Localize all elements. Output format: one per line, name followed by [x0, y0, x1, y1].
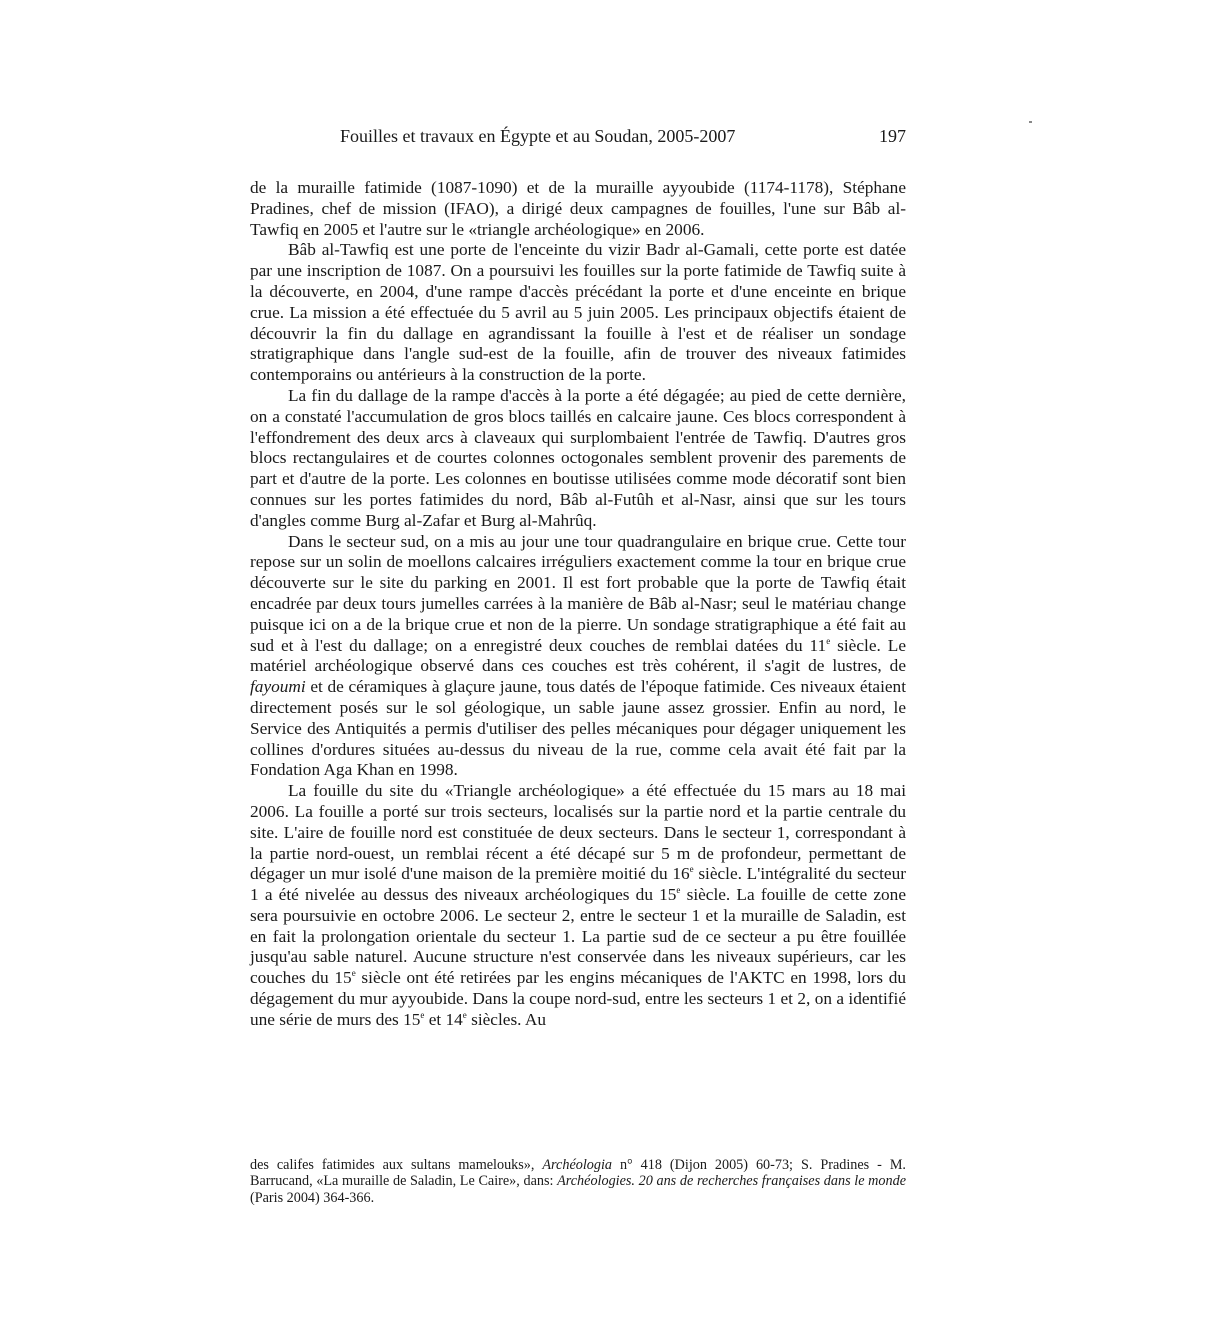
footnote-part: des califes fatimides aux sultans mamelouks», [250, 1157, 543, 1173]
body-text [250, 178, 906, 1031]
footnote-italic: Archéologia [542, 1157, 612, 1173]
paragraph-5 [250, 781, 906, 1031]
paragraph-3: La fin du dallage de la rampe d'accès à la porte a été dégagée; au pied de cette dernière, on a constaté l'accumulation de gros blocs taillés en calcaire jaune. Ces blocs correspondent à l'effondrement des deux arcs à claveaux qui surplombaient l'entrée de Tawfiq. D'autres gros blocs rectangulaires et de courtes colonnes octogonales semblent provenir des parements de part et d'autre de la porte. Les colonnes en boutisse utilisées comme mode décoratif sont bien connues sur les portes fatimides du nord, Bâb al-Futûh et al-Nasr, ainsi que sur les tours d'angles comme Burg al-Zafar et Burg al-Mahrûq. [250, 385, 906, 530]
paragraph-5-text: siècle ont été retirées par les engins mécaniques de l'AKTC en 1998, lors du dégagement du mur ayyoubide. Dans la coupe nord-sud, entre les secteurs 1 et 2, on a identifié une série de murs des 15 [250, 968, 906, 1029]
paragraph-4-text: siècle. Le matériel archéologique observé dans ces couches est très cohérent, il s'agit de lustres, de [250, 635, 906, 676]
footnote-italic: Archéologies. 20 ans de recherches françaises dans le monde [557, 1173, 906, 1190]
paragraph-5-text: et 14 [424, 1009, 463, 1029]
scan-speck [1029, 121, 1032, 123]
superscript: e [462, 1010, 467, 1021]
paragraph-2: Bâb al-Tawfiq est une porte de l'enceinte du vizir Badr al-Gamali, cette porte est datée par une inscription de 1087. On a poursuivi les fouilles sur la porte fatimide de Tawfiq suite à la découverte, en 2004, d'une rampe d'accès précédant la porte et d'une enceinte en brique crue. La mission a été effectuée du 5 avril au 5 juin 2005. Les principaux objectifs étaient de découvrir la fin du dallage en agrandissant la fouille à l'est et de réaliser un sondage stratigraphique dans l'angle sud-est de la fouille, afin de trouver des niveaux fatimides contemporains ou antérieurs à la construction de la porte. [250, 240, 906, 385]
paragraph-5-text: siècle. L'intégralité du secteur 1 a été nivelée au dessus des niveaux archéologiques du 15 [250, 864, 906, 905]
paragraph-5-text: siècle. La fouille de cette zone sera poursuivie en octobre 2006. Le secteur 2, entre le secteur 1 et la muraille de Saladin, est en fait la prolongation orientale du secteur 1. La partie sud de ce secteur a pu être fouillée jusqu'au sable naturel. Aucune structure n'est conservée dans les niveaux supérieurs, car les couches du 15 [250, 885, 906, 988]
superscript: e [826, 635, 831, 646]
footnote-part: (Paris 2004) 364-366. [250, 1189, 375, 1206]
page-header [250, 126, 906, 150]
italic-term: fayoumi [250, 677, 306, 697]
paragraph-1: de la muraille fatimide (1087-1090) et de la muraille ayyoubide (1174-1178), Stéphane Pradines, chef de mission (IFAO), a dirigé deux campagnes de fouilles, l'une sur Bâb al-Tawfiq en 2005 et l'autre sur le «triangle archéologique» en 2006. [250, 178, 906, 239]
superscript: e [676, 885, 681, 896]
paragraph-4-text: et de céramiques à glaçure jaune, tous datés de l'époque fatimide. Ces niveaux étaient directement posés sur le sol géologique, un sable jaune assez grossier. Enfin au nord, le Service des Antiquités a permis d'utiliser des pelles mécaniques pour dégager uniquement les collines d'ordures situées au-dessus du niveau de la rue, comme cela avait été fait par la Fondation Aga Khan en 1998. [250, 677, 906, 780]
footnote-part: n° 418 (Dijon 2005) 60-73; S. Pradines - M. Barrucand, «La muraille de Saladin, Le Caire», dans: [250, 1157, 906, 1190]
paragraph-4 [250, 532, 906, 782]
page-number: 197 [879, 126, 906, 146]
superscript: e [351, 968, 356, 979]
superscript: e [420, 1010, 425, 1021]
paragraph-5-text: siècles. Au [466, 1009, 546, 1029]
paragraph-4-text: Dans le secteur sud, on a mis au jour une tour quadrangulaire en brique crue. Cette tour repose sur un solin de moellons calcaires irréguliers exactement comme la tour en brique crue découverte sur le site du parking en 2001. Il est fort probable que la porte de Tawfiq était encadrée par deux tours jumelles carrées à la manière de Bâb al-Nasr; seul le matériau change puisque ici on a de la brique crue et non de la pierre. Un sondage stratigraphique a été fait au sud et à l'est du dallage; on a enregistré deux couches de remblai datées du 11 [250, 531, 906, 655]
footnote-text [250, 1157, 906, 1206]
paragraph-5-text: La fouille du site du «Triangle archéologique» a été effectuée du 15 mars au 18 mai 2006. La fouille a porté sur trois secteurs, localisés sur la partie nord et la partie centrale du site. L'aire de fouille nord est constituée de deux secteurs. Dans le secteur 1, correspondant à la partie nord-ouest, un remblai récent a été décapé sur 5 m de profondeur, permettant de dégager un mur isolé d'une maison de la première moitié du 16 [250, 781, 906, 884]
superscript: e [689, 864, 694, 875]
footnote [250, 1157, 906, 1206]
running-title: Fouilles et travaux en Égypte et au Soudan, 2005-2007 [340, 126, 736, 146]
